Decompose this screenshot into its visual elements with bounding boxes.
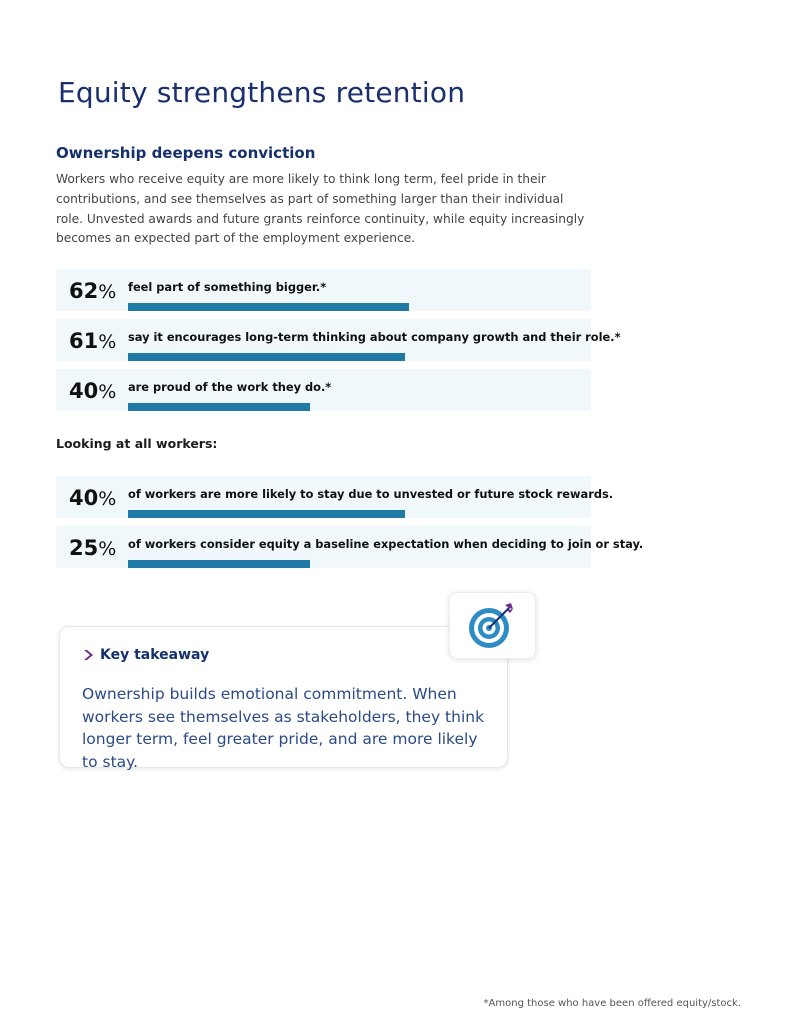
stat-percent	[69, 278, 116, 306]
stat-bar-track	[128, 560, 582, 568]
stat-label: of workers consider equity a baseline expectation when deciding to join or stay.	[128, 537, 644, 551]
stat-percent	[69, 378, 116, 406]
page-title: Equity strengthens retention	[58, 76, 466, 109]
stat-label: say it encourages long-term thinking about company growth and their role.*	[128, 330, 621, 344]
takeaway-text: Ownership builds emotional commitment. When workers see themselves as stakeholders, they think longer term, feel greater pride, and are more likely to stay.	[82, 685, 485, 771]
stat-value: 62	[69, 279, 99, 303]
takeaway-title: Key takeaway	[100, 647, 210, 663]
stat-value: 61	[69, 329, 99, 353]
section-heading: Ownership deepens conviction	[56, 144, 316, 162]
takeaway-header	[82, 647, 209, 663]
stat-row	[56, 319, 621, 361]
subheading: Looking at all workers:	[56, 436, 218, 451]
stat-row	[56, 369, 591, 411]
stat-bar-track	[128, 353, 582, 361]
stat-row	[56, 526, 644, 568]
stat-unit: %	[98, 381, 117, 403]
stat-bar	[128, 510, 405, 518]
stat-row	[56, 476, 614, 518]
stat-unit: %	[98, 538, 117, 560]
stat-unit: %	[98, 488, 117, 510]
chevron-right-icon	[82, 648, 94, 662]
stat-label: of workers are more likely to stay due to unvested or future stock rewards.	[128, 487, 614, 501]
footnote: *Among those who have been offered equity/stock.	[483, 998, 741, 1009]
stat-bar	[128, 403, 310, 411]
stat-bar	[128, 303, 409, 311]
stat-unit: %	[98, 281, 117, 303]
stat-percent	[69, 535, 116, 563]
stat-value: 40	[69, 486, 99, 510]
target-badge	[449, 592, 536, 659]
target-icon	[467, 601, 517, 651]
stat-value: 40	[69, 379, 99, 403]
intro-paragraph: Workers who receive equity are more likely to think long term, feel pride in their contributions, and see themselves as part of something larger than their individual role. Unvested awards and future grants reinforce continuity, while equity increasingly becomes an expected part of the employment experience.	[56, 172, 585, 246]
stat-label: feel part of something bigger.*	[128, 280, 327, 294]
stat-percent	[69, 485, 116, 513]
stat-label: are proud of the work they do.*	[128, 380, 332, 394]
stat-row	[56, 269, 591, 311]
stat-value: 25	[69, 536, 99, 560]
stat-bar	[128, 560, 310, 568]
stat-bar	[128, 353, 405, 361]
stat-unit: %	[98, 331, 117, 353]
key-takeaway-card	[59, 626, 508, 771]
stat-bar-track	[128, 403, 582, 411]
stat-bar-track	[128, 303, 582, 311]
stat-bar-track	[128, 510, 582, 518]
stat-percent	[69, 328, 116, 356]
